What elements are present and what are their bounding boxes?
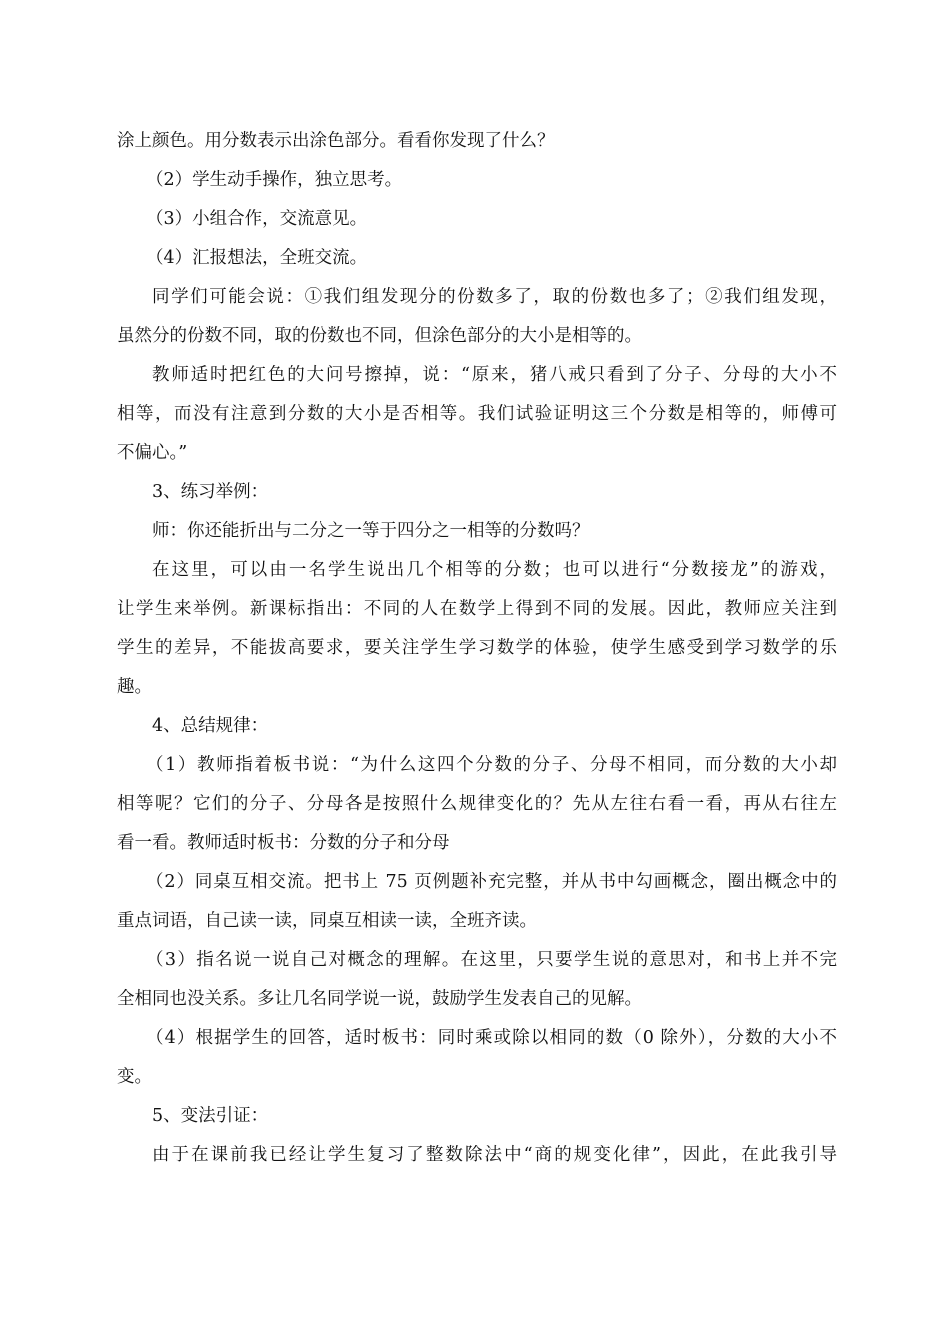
paragraph-summary-1 [117,746,837,863]
paragraph-teacher-question [117,512,837,551]
text-line: 虽然分的份数不同，取的份数也不同，但涂色部分的大小是相等的。 [117,326,642,346]
text-line: 在这里，可以由一名学生说出几个相等的分数；也可以进行“分数接龙”的游戏， [152,560,837,580]
paragraph-variation-intro [117,1136,837,1175]
text-line: 涂上颜色。用分数表示出涂色部分。看看你发现了什么？ [117,131,555,151]
text-line: 趣。 [117,677,152,697]
text-line: （3）小组合作，交流意见。 [146,209,368,229]
text-line: 学生的差异，不能拔高要求，要关注学生学习数学的体验，使学生感受到学习数学的乐 [117,638,837,658]
paragraph-teacher-remark [117,356,837,473]
text-line: 看一看。教师适时板书：分数的分子和分母 [117,833,450,853]
text-line: 4、总结规律： [152,716,269,736]
section-heading-practice [117,473,837,512]
text-line: （3）指名说一说自己对概念的理解。在这里，只要学生说的意思对，和书上并不完 [146,950,837,970]
text-line: 让学生来举例。新课标指出：不同的人在数学上得到不同的发展。因此，教师应关注到 [117,599,837,619]
paragraph-summary-4 [117,1019,837,1097]
paragraph-summary-3 [117,941,837,1019]
section-heading-variation [117,1097,837,1136]
text-line: （2）同桌互相交流。把书上 75 页例题补充完整，并从书中勾画概念，圈出概念中的 [146,872,837,892]
text-line: 相等呢？它们的分子、分母各是按照什么规律变化的？先从左往右看一看，再从右往左 [117,794,837,814]
text-line: 3、练习举例： [152,482,269,502]
text-line: 同学们可能会说：①我们组发现分的份数多了，取的份数也多了；②我们组发现， [152,287,837,307]
text-line: 不偏心。” [117,443,188,463]
document-page [117,122,837,1175]
paragraph-coloring-instruction [117,122,837,161]
paragraph-fraction-chain [117,551,837,707]
paragraph-step-4 [117,239,837,278]
text-line: （2）学生动手操作，独立思考。 [146,170,403,190]
text-line: 5、变法引证： [152,1106,269,1126]
text-line: 由于在课前我已经让学生复习了整数除法中“商的规变化律”，因此，在此我引导 [152,1145,837,1165]
text-line: （4）根据学生的回答，适时板书：同时乘或除以相同的数（0 除外），分数的大小不 [146,1028,837,1048]
text-line: 全相同也没关系。多让几名同学说一说，鼓励学生发表自己的见解。 [117,989,642,1009]
text-line: 相等，而没有注意到分数的大小是否相等。我们试验证明这三个分数是相等的，师傅可 [117,404,837,424]
text-line: 教师适时把红色的大问号擦掉，说：“原来，猪八戒只看到了分子、分母的大小不 [152,365,837,385]
text-line: 变。 [117,1067,152,1087]
text-line: （1）教师指着板书说：“为什么这四个分数的分子、分母不相同，而分数的大小却 [146,755,837,775]
text-line: 重点词语，自己读一读，同桌互相读一读，全班齐读。 [117,911,537,931]
paragraph-summary-2 [117,863,837,941]
paragraph-step-3 [117,200,837,239]
text-line: 师：你还能折出与二分之一等于四分之一相等的分数吗？ [152,521,590,541]
paragraph-student-findings [117,278,837,356]
text-line: （4）汇报想法，全班交流。 [146,248,368,268]
paragraph-step-2 [117,161,837,200]
section-heading-summary [117,707,837,746]
